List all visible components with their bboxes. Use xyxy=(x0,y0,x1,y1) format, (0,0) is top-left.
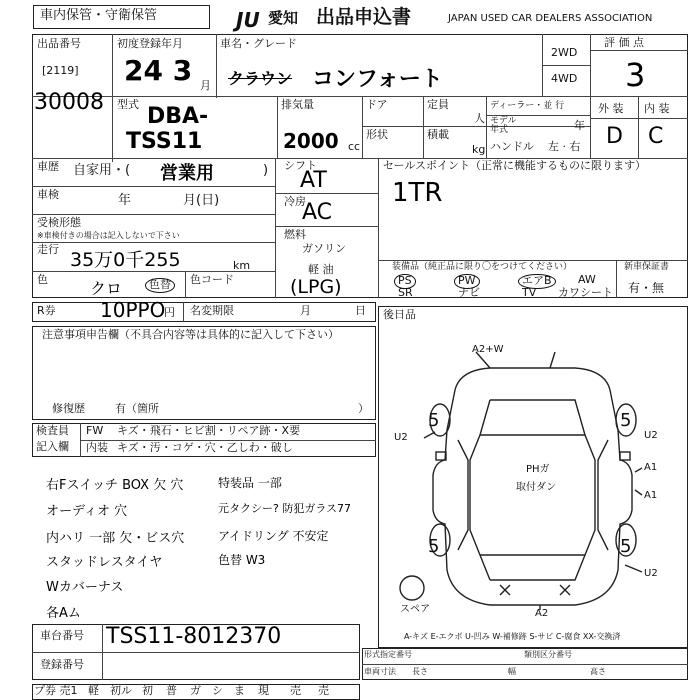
selling-points-value: 1TR xyxy=(392,178,443,208)
ju-logo xyxy=(236,8,260,32)
footer-item: 普 xyxy=(166,684,177,697)
inspector-label-2: 記入欄 xyxy=(36,440,69,453)
footer-item: 現 xyxy=(258,684,269,697)
rating-label: 評 価 点 xyxy=(604,36,644,49)
year-unit: 年 xyxy=(574,119,585,132)
repair-history-label: 修復歴 xyxy=(52,402,85,415)
history-value: 自家用・( xyxy=(73,163,131,178)
form-title: 出品申込書 xyxy=(316,6,412,28)
capacity-unit: 人 xyxy=(474,112,485,125)
recycle-label: R券 xyxy=(37,304,56,317)
chassis-value: TSS11-8012370 xyxy=(106,624,282,649)
dealer-label: ディーラー・並 行 xyxy=(490,101,565,111)
shift-label: シフト xyxy=(284,159,317,172)
history-close: ) xyxy=(263,163,269,178)
name-change-label: 名変期限 xyxy=(190,304,234,317)
fuel-gasoline: ガソリン xyxy=(302,242,346,255)
inspector-fw-items: キズ・飛石・ヒビ割・リペア跡・X要 xyxy=(117,424,301,437)
model-value-2: TSS11 xyxy=(126,129,203,154)
displacement-unit: cc xyxy=(348,140,361,153)
diagram-mark: 5 xyxy=(428,410,440,431)
shift-value: AT xyxy=(300,168,327,193)
note-line: Wカバーナス xyxy=(46,580,124,595)
note-line: 内ハリ 一部 欠・ビス穴 xyxy=(46,531,185,546)
footer-item: 軽 xyxy=(88,684,99,697)
inspector-int-label: 内装 xyxy=(86,441,108,454)
name-change-month: 月 xyxy=(300,304,311,317)
color-label: 色 xyxy=(37,273,48,286)
fuel-diesel: 軽 油 xyxy=(308,263,334,276)
equip-navi: ナビ xyxy=(458,286,480,299)
footer-item: 売 xyxy=(290,684,301,697)
lot-number: 30008 xyxy=(34,90,104,115)
equipment-label: 装備品（純正品に限り〇をつけてください） xyxy=(392,262,573,272)
equip-leather-seat: カワシート xyxy=(558,286,613,299)
reception-note: ※車検付きの場合は記入しないで下さい xyxy=(37,231,180,240)
inspection-label: 車検 xyxy=(37,188,59,201)
color-value: クロ xyxy=(90,279,123,298)
history-label: 車歴 xyxy=(37,160,59,173)
damage-legend: A-キズ E-エクボ U-凹み W-補修跡 S-サビ C-腐食 XX-交換済 xyxy=(404,632,621,641)
rating-value: 3 xyxy=(625,56,646,94)
vehicle-size-label: 車両寸法 xyxy=(364,667,396,676)
ju-logo-mark: JU xyxy=(236,8,260,32)
first-registration-label: 初度登録年月 xyxy=(117,37,183,50)
length-label: 長さ xyxy=(412,667,428,676)
displacement-label: 排気量 xyxy=(281,98,314,111)
repair-history-close: ） xyxy=(358,402,369,415)
model-value-1: DBA- xyxy=(147,104,209,129)
equip-airbag: エアB xyxy=(518,274,556,289)
mileage-label: 走行 xyxy=(37,243,59,256)
note-line: 右Fスイッチ BOX 欠 穴 xyxy=(46,478,184,493)
car-name-label: 車名・グレード xyxy=(220,37,297,50)
storage-label-box xyxy=(33,5,210,29)
note-line: アイドリング 不安定 xyxy=(218,529,329,543)
load-label: 積載 xyxy=(427,128,449,141)
car-name-value: コンフォート xyxy=(312,67,443,92)
recycle-value: 10PPO xyxy=(100,298,166,322)
note-line: 特装品 一部 xyxy=(218,476,282,490)
displacement-value: 2000 xyxy=(283,129,339,153)
equip-sr: SR xyxy=(398,286,413,299)
color-code-label: 色コード xyxy=(190,273,234,286)
exterior-grade: D xyxy=(606,124,623,149)
equipment-grid xyxy=(382,274,614,298)
diagram-mark: 取付ダン xyxy=(516,482,557,493)
warranty-label: 新車保証書 xyxy=(624,262,670,272)
interior-label: 内 装 xyxy=(644,102,670,115)
selling-points-label: セールスポイント（正常に機能するものに限ります） xyxy=(383,159,647,172)
fuel-value: (LPG) xyxy=(290,276,342,298)
shape-label: 形状 xyxy=(366,128,388,141)
diagram-mark: A1 xyxy=(644,490,658,501)
equip-aw: AW xyxy=(578,273,596,286)
inspection-month: 月(日) xyxy=(183,193,220,208)
diagram-mark: A1 xyxy=(644,462,658,473)
equip-pw: PW xyxy=(454,274,480,289)
later-item-label: 後日品 xyxy=(383,308,416,321)
notes-label: 注意事項申告欄（不具合内容等は具体的に記入して下さい） xyxy=(42,328,339,341)
inspection-year: 年 xyxy=(118,193,132,208)
first-registration-unit: 月 xyxy=(200,79,211,92)
history-handwritten: 営業用 xyxy=(160,163,214,184)
equip-tv: TV xyxy=(522,286,537,299)
capacity-label: 定員 xyxy=(427,98,449,111)
footer-item: 売 xyxy=(318,684,329,697)
width-label: 幅 xyxy=(508,667,516,676)
inspector-fw-label: FW xyxy=(86,424,104,437)
diagram-mark: PHガ xyxy=(526,464,550,475)
fuel-label: 燃料 xyxy=(284,228,306,241)
diagram-mark: U2 xyxy=(644,430,658,441)
note-line: 各Aム xyxy=(46,606,81,621)
mileage-value: 35万0千255 xyxy=(70,249,181,271)
lot-number-label: 出品番号 xyxy=(37,37,81,50)
name-change-day: 日 xyxy=(355,304,366,317)
model-year-label: モデル xyxy=(490,116,517,126)
type-number-label: 形式指定番号 xyxy=(364,650,412,659)
footer-item: ガ xyxy=(190,684,201,697)
height-label: 高さ xyxy=(590,667,606,676)
footer-item: シ xyxy=(212,684,223,697)
storage-label: 車内保管・守衛保管 xyxy=(40,8,158,23)
registration-label: 登録番号 xyxy=(40,658,84,671)
model-label: 型式 xyxy=(117,98,139,111)
footer-item: プ券 売1 xyxy=(34,684,78,697)
spare-label: スペア xyxy=(400,604,430,615)
diagram-mark: U2 xyxy=(394,432,408,443)
color-change-label: 色替 xyxy=(145,278,175,293)
inspector-int-items: キズ・汚・コゲ・穴・乙しわ・破し xyxy=(117,441,293,454)
note-line: 元タクシー? 防犯ガラス77 xyxy=(218,502,352,515)
recycle-unit: 円 xyxy=(164,306,175,319)
footer-item: 初ル xyxy=(110,684,132,697)
note-line: 色替 W3 xyxy=(218,553,266,567)
load-unit: kg xyxy=(472,143,486,156)
diagram-mark: 5 xyxy=(428,536,440,557)
mileage-unit: km xyxy=(233,259,251,272)
footer-item: ま xyxy=(234,684,245,697)
note-line: オーディオ 穴 xyxy=(46,504,128,519)
car-name-struck: クラウン xyxy=(228,69,293,88)
ac-label: 冷房 xyxy=(284,195,306,208)
door-label: ドア xyxy=(366,98,388,111)
reception-label: 受検形態 xyxy=(37,216,81,229)
association-name: JAPAN USED CAR DEALERS ASSOCIATION xyxy=(448,13,653,24)
chassis-label: 車台番号 xyxy=(40,629,84,642)
car-damage-diagram xyxy=(380,340,686,640)
diagram-mark: A2+W xyxy=(472,344,504,355)
diagram-mark: A2 xyxy=(535,608,549,619)
ac-value: AC xyxy=(302,200,333,225)
drive-4wd: 4WD xyxy=(551,72,578,85)
diagram-mark: 5 xyxy=(620,536,632,557)
first-registration-value: 24 3 xyxy=(124,54,193,87)
handle-label: ハンドル xyxy=(490,140,534,153)
org-name: 愛知 xyxy=(268,9,299,27)
footer-item: 初 xyxy=(142,684,153,697)
note-line: スタッドレスタイヤ xyxy=(46,555,163,570)
handle-options: 左 · 右 xyxy=(548,140,581,153)
warranty-options: 有・無 xyxy=(628,281,665,295)
interior-grade: C xyxy=(648,124,664,149)
inspector-label-1: 検査員 xyxy=(36,424,69,437)
diagram-mark: 5 xyxy=(620,410,632,431)
diagram-mark: U2 xyxy=(644,568,658,579)
drive-2wd: 2WD xyxy=(551,46,578,59)
lot-sub-number: [2119] xyxy=(42,64,79,77)
equip-ps: PS xyxy=(394,274,416,289)
class-number-label: 類別区分番号 xyxy=(524,650,572,659)
model-year-sub: 年式 xyxy=(490,125,509,135)
exterior-label: 外 装 xyxy=(598,102,624,115)
repair-history-value: 有（箇所 xyxy=(115,402,159,415)
